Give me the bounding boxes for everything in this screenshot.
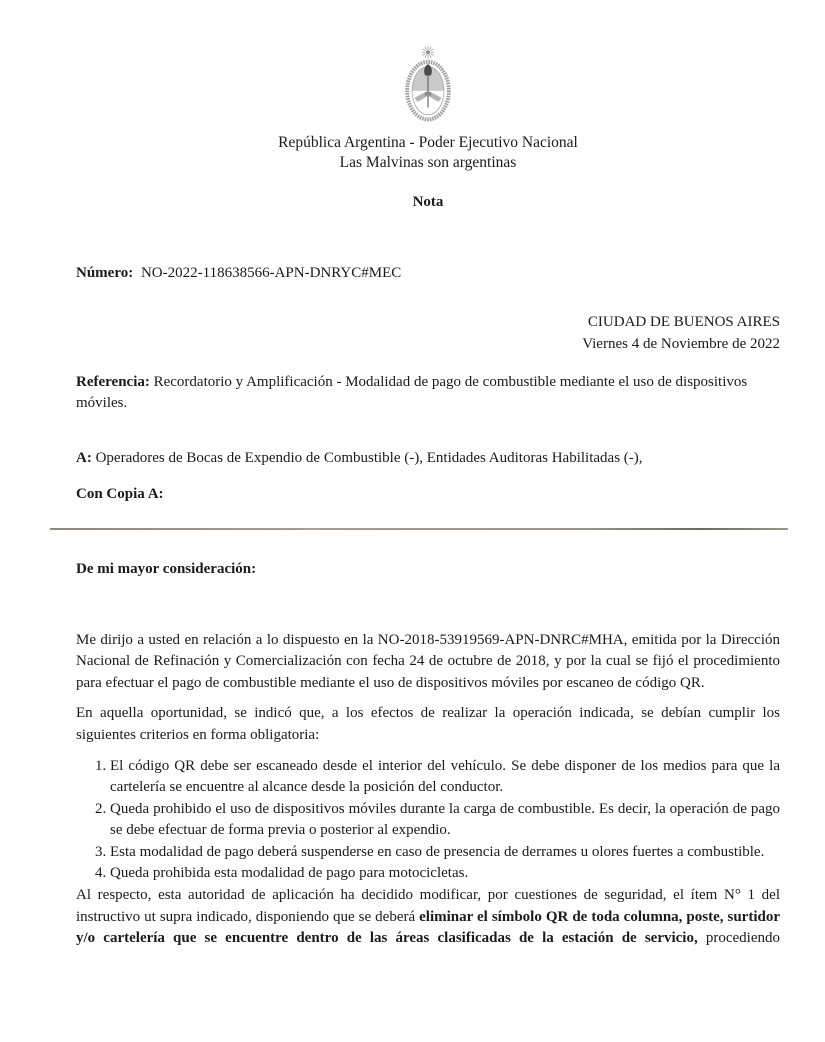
criteria-item-4: 4. Queda prohibida esta modalidad de pago para motocicletas. [110,863,780,884]
section-divider [50,528,788,530]
paragraph-2: En aquella oportunidad, se indicó que, a los efectos de realizar la operación indicada, se debían cumplir los siguientes criterios en forma obligatoria: [76,705,780,743]
final-paragraph-end: procediendo [697,930,781,947]
argentina-coat-of-arms-icon [404,45,452,122]
cc-label: Con Copia A: [76,486,164,502]
city-line: CIUDAD DE BUENOS AIRES [587,314,780,330]
paragraph-1: Me dirijo a usted en relación a lo dispuesto en la NO-2018-53919569-APN-DNRC#MHA, emitida por la Dirección Nacional de Refinación y Comercialización con fecha 24 de octubre de 2018, y por la cual se fijó el procedimiento para efectuar el pago de combustible mediante el uso de dispositivos móviles por escaneo de código QR. [76,632,780,691]
criteria-item-1: 1. El código QR debe ser escaneado desde el interior del vehículo. Se debe disponer de los medios para que la cartelería se encuentre al alcance desde la posición del conductor. [110,756,780,799]
salutation: De mi mayor consideración: [76,561,257,577]
to-label: A: [76,450,92,466]
reference-label: Referencia: [76,374,150,390]
reference-value: Recordatorio y Amplificación - Modalidad de pago de combustible mediante el uso de dispositivos móviles. [76,374,748,411]
final-paragraph-bold: eliminar el símbolo QR de toda columna, poste, surtidor y/o cartelería que se encuentre dentro de las áreas clasificadas de la estación de servicio, [76,908,780,947]
criteria-item-2: 2. Queda prohibido el uso de dispositivos móviles durante la carga de combustible. Es decir, la operación de pago se debe efectuar de forma previa o posterior al expendio. [110,799,780,842]
criteria-list [76,756,780,884]
city-date-block [76,311,780,355]
final-paragraph [76,885,780,949]
number-label: Número: [76,265,134,281]
doc-type-title: Nota [412,194,444,210]
letterhead [76,45,780,212]
republic-line: República Argentina - Poder Ejecutivo Nacional [278,134,578,151]
number-value: NO-2022-118638566-APN-DNRYC#MEC [140,265,402,281]
document-number-row [76,263,780,284]
criteria-item-3: 3. Esta modalidad de pago deberá suspenderse en caso de presencia de derrames u olores fuertes a combustible. [110,842,780,863]
to-value: Operadores de Bocas de Expendio de Combustible (-), Entidades Auditoras Habilitadas (-), [91,450,643,466]
letter-body [76,630,780,950]
motto-line: Las Malvinas son argentinas [339,154,517,171]
addressee-row [76,448,780,469]
final-paragraph-start: Al respecto, esta autoridad de aplicación ha decidido modificar, por cuestiones de seguridad, el ítem N° 1 del instructivo ut supra indicado, disponiendo que se deberá [76,887,780,925]
cc-row [76,484,780,505]
date-line: Viernes 4 de Noviembre de 2022 [582,336,780,352]
reference-row [76,372,780,414]
